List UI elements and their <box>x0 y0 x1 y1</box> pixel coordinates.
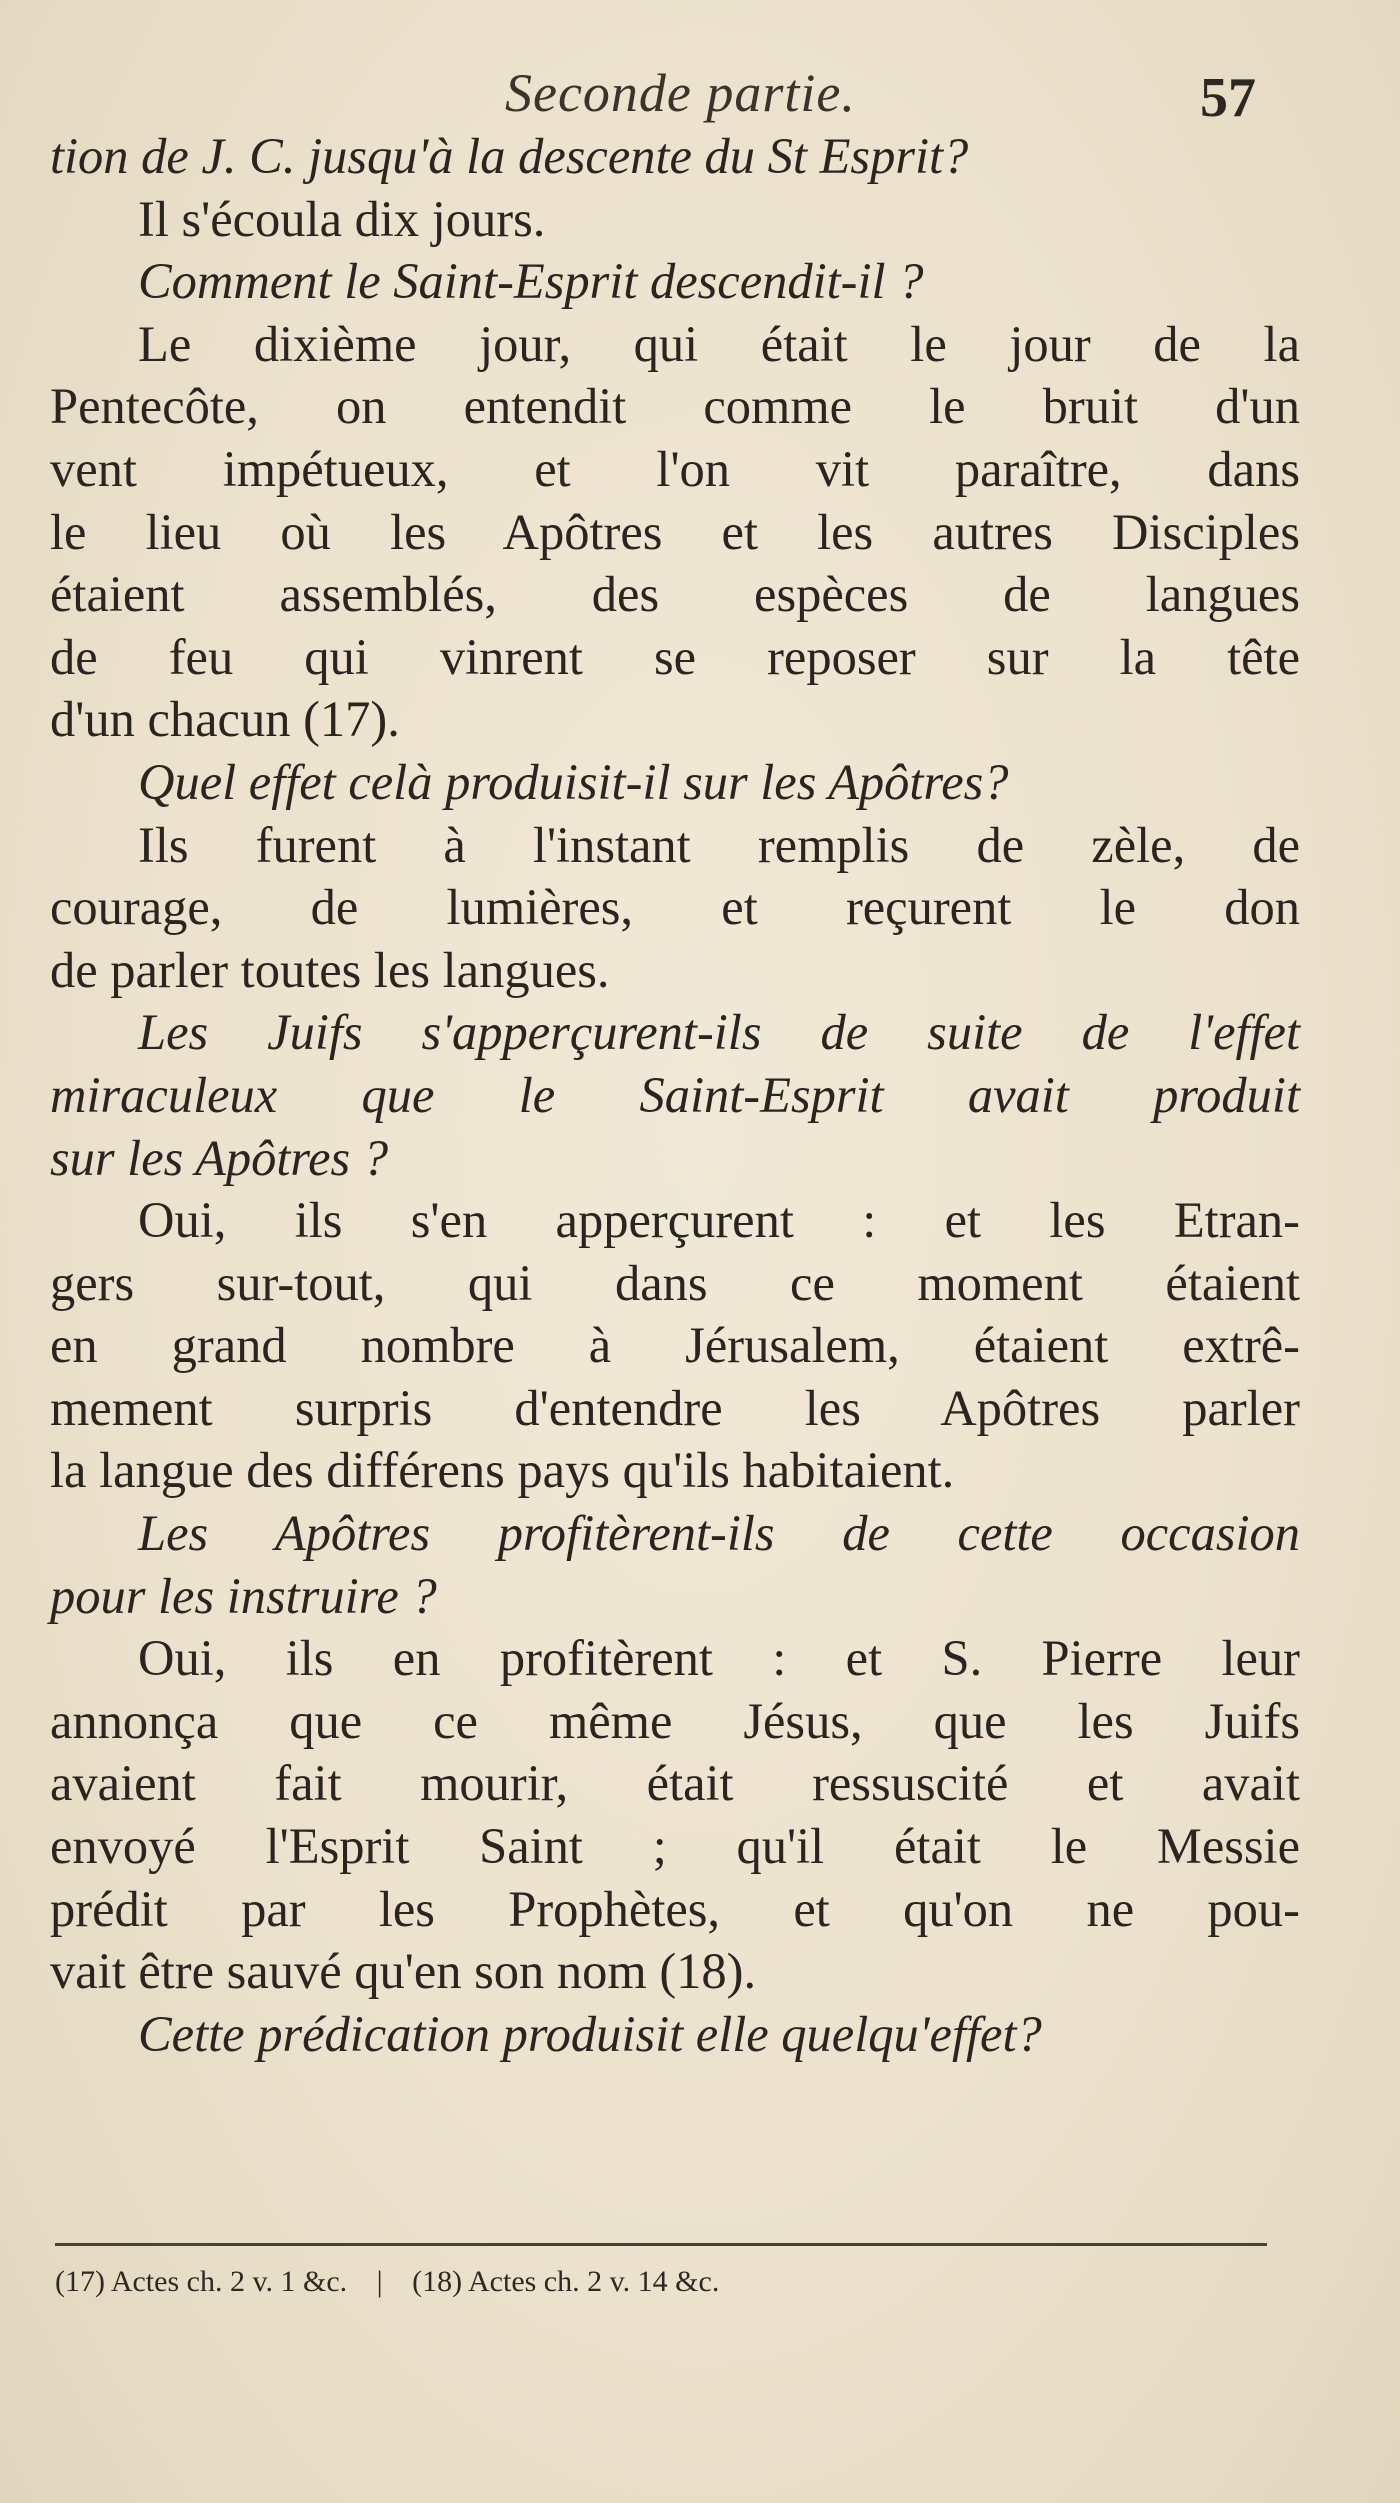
answer-line: envoyé l'Esprit Saint ; qu'il était le Messie <box>50 1818 1300 1875</box>
running-title: Seconde partie. <box>505 63 856 123</box>
running-head <box>0 62 1400 132</box>
footnotes <box>55 2265 1265 2299</box>
answer-line: étaient assemblés, des espèces de langues <box>50 566 1300 623</box>
footnote-separator: | <box>376 2265 383 2298</box>
answer-line: en grand nombre à Jérusalem, étaient extrê- <box>50 1317 1300 1374</box>
answer-line: de parler toutes les langues. <box>50 941 610 998</box>
answer-line: Le dixième jour, qui était le jour de la <box>138 315 1300 372</box>
answer-line: courage, de lumières, et reçurent le don <box>50 879 1300 936</box>
question-line: Comment le Saint-Esprit descendit-il ? <box>138 253 924 310</box>
question-line: Cette prédication produisit elle quelqu'effet? <box>138 2005 1042 2062</box>
answer-line: Oui, ils en profitèrent : et S. Pierre leur <box>138 1630 1300 1687</box>
answer-line: Oui, ils s'en apperçurent : et les Etran- <box>138 1192 1300 1249</box>
answer-line: annonça que ce même Jésus, que les Juifs <box>50 1692 1300 1749</box>
answer-line: Ils furent à l'instant remplis de zèle, de <box>138 816 1300 873</box>
answer-line: le lieu où les Apôtres et les autres Disciples <box>50 503 1300 560</box>
page-number: 57 <box>1200 67 1256 129</box>
answer-line: d'un chacun (17). <box>50 691 400 748</box>
answer-line: vait être sauvé qu'en son nom (18). <box>50 1943 757 2000</box>
footnote-18: (18) Actes ch. 2 v. 14 &c. <box>412 2265 720 2298</box>
question-line: Les Apôtres profitèrent-ils de cette occasion <box>138 1505 1300 1562</box>
answer-line: vent impétueux, et l'on vit paraître, dans <box>50 440 1300 497</box>
question-line: sur les Apôtres ? <box>50 1129 389 1186</box>
answer-line: mement surpris d'entendre les Apôtres parler <box>50 1379 1300 1436</box>
question-line: tion de J. C. jusqu'à la descente du St Esprit? <box>50 128 969 184</box>
answer-line: la langue des différens pays qu'ils habitaient. <box>50 1442 955 1499</box>
question-line: miraculeux que le Saint-Esprit avait produit <box>50 1066 1300 1123</box>
question-line: Les Juifs s'apperçurent-ils de suite de l'effet <box>138 1004 1300 1061</box>
question-line: Quel effet celà produisit-il sur les Apôtres? <box>138 753 1009 810</box>
answer-line: de feu qui vinrent se reposer sur la tête <box>50 628 1300 685</box>
question-line: pour les instruire ? <box>50 1567 437 1624</box>
footnote-17: (17) Actes ch. 2 v. 1 &c. <box>55 2265 348 2298</box>
answer-line: Il s'écoula dix jours. <box>138 190 546 247</box>
answer-line: avaient fait mourir, était ressuscité et avait <box>50 1755 1300 1812</box>
answer-line: gers sur-tout, qui dans ce moment étaient <box>50 1254 1300 1311</box>
answer-line: prédit par les Prophètes, et qu'on ne pou- <box>50 1880 1300 1937</box>
body-text <box>50 125 1300 2065</box>
footnote-rule <box>55 2243 1267 2246</box>
answer-line: Pentecôte, on entendit comme le bruit d'un <box>50 378 1300 435</box>
